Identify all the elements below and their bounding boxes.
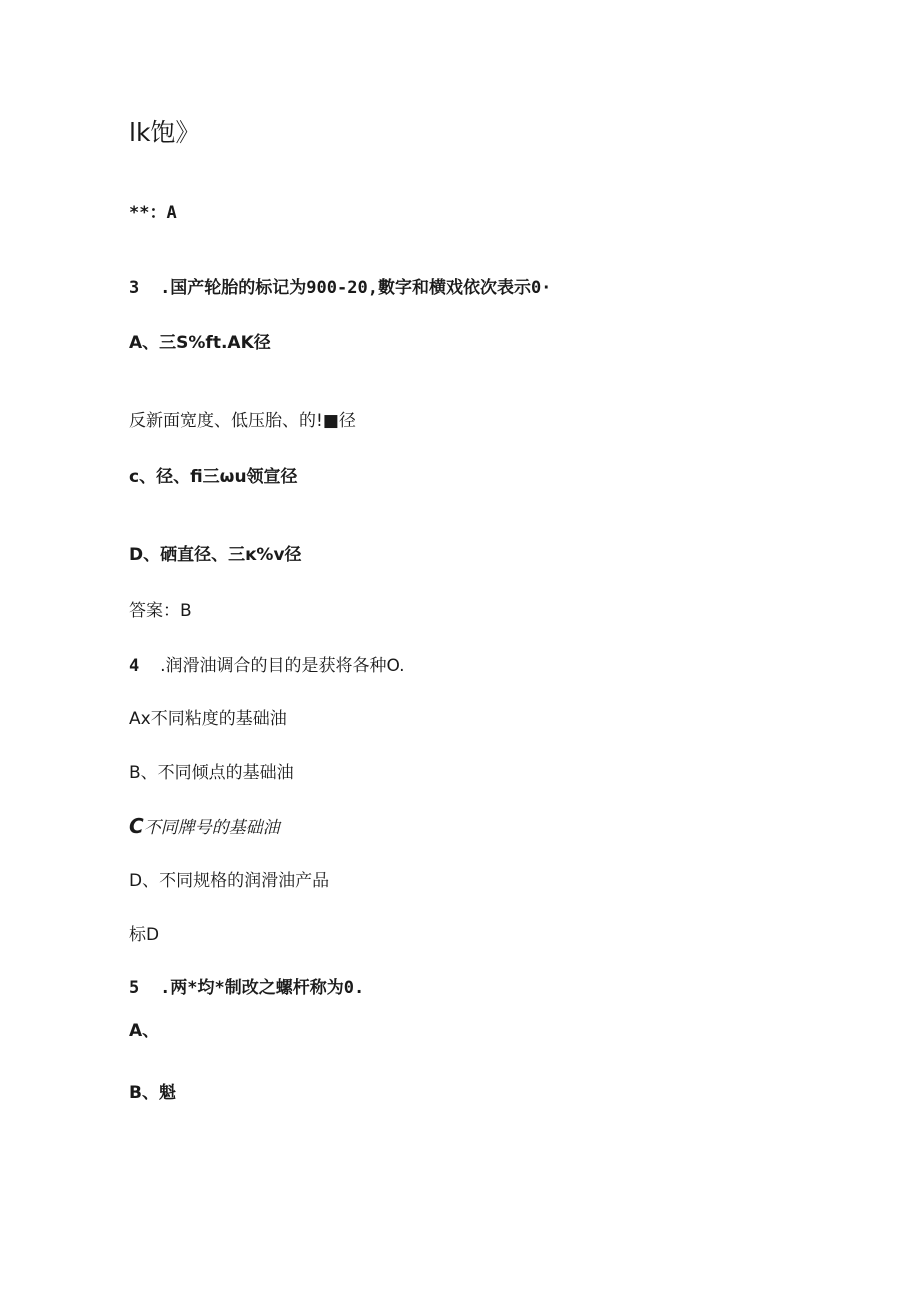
question-3-option-a: A、三S%ft.AK径 (129, 333, 271, 353)
previous-answer: **：A (129, 203, 177, 223)
question-5-text: .两*均*制改之螺杆称为0. (160, 978, 365, 998)
question-5 (129, 977, 364, 999)
question-4-option-a: Ax不同粘度的基础油 (129, 709, 287, 729)
question-4-answer: 标D (129, 925, 160, 945)
question-3-number: 3 (129, 278, 140, 298)
question-3-answer: 答案：B (129, 601, 192, 621)
question-5-option-a: A、 (129, 1021, 160, 1041)
question-4-option-c (129, 815, 280, 839)
question-4-option-c-letter: C (129, 814, 144, 838)
question-4-option-b: B、不同倾点的基础油 (129, 763, 294, 783)
question-3-option-d: D、硒直径、三ĸ%v径 (129, 545, 302, 565)
question-3-option-b: 反新面宽度、低压胎、的!■径 (129, 411, 356, 431)
question-3-option-c: c、径、fi三ωu领宣径 (129, 467, 298, 487)
question-4-option-d: D、不同规格的润滑油产品 (129, 871, 330, 891)
question-3 (129, 277, 551, 299)
question-5-number: 5 (129, 978, 140, 998)
question-4-text: .润滑油调合的目的是获将各种O. (160, 656, 405, 676)
question-4 (129, 655, 405, 677)
question-4-option-c-text: 不同牌号的基础油 (143, 818, 280, 838)
question-4-number: 4 (129, 656, 140, 676)
question-5-option-b: B、魁 (129, 1083, 176, 1103)
question-3-text: .国产轮胎的标记为900-20,數字和横戏依次表示0· (160, 278, 552, 298)
page-heading: lk饱》 (129, 118, 201, 147)
